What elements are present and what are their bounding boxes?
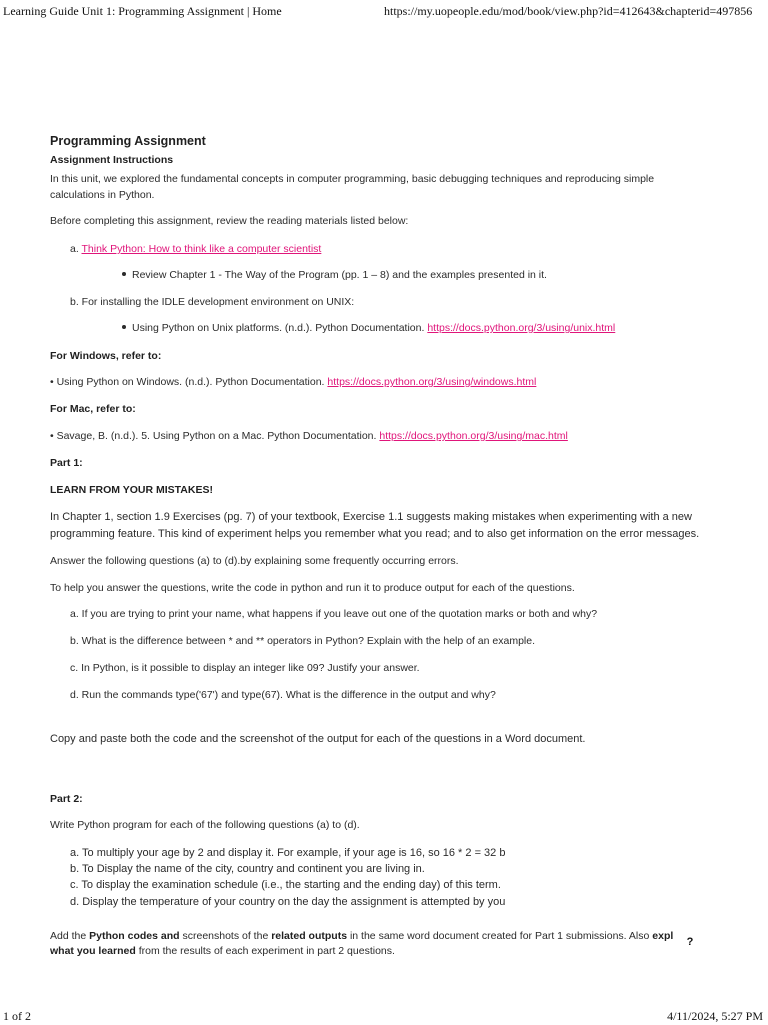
add-text-4: from the results of each experiment in part 2 questions.: [135, 945, 395, 957]
page-title-header: Learning Guide Unit 1: Programming Assignment | Home: [3, 4, 282, 18]
mac-doc-link[interactable]: https://docs.python.org/3/using/mac.html: [379, 430, 568, 442]
mac-ref: [50, 429, 568, 443]
print-header: [0, 4, 768, 20]
intro-line-2: calculations in Python.: [50, 189, 155, 201]
reading-item-a: [70, 242, 321, 256]
part1-question-b: b. What is the difference between * and ** operators in Python? Explain with the help of an example.: [70, 635, 536, 647]
part2-question-c: c. To display the examination schedule (i.e., the starting and the ending day) of this term.: [70, 879, 501, 891]
mac-ref-text: • Savage, B. (n.d.). 5. Using Python on a Mac. Python Documentation.: [50, 430, 380, 442]
doc-title: Programming Assignment: [50, 134, 206, 148]
windows-ref-text: • Using Python on Windows. (n.d.). Python Documentation.: [50, 376, 328, 388]
part1-copy-instruction: Copy and paste both the code and the screenshot of the output for each of the questions in a Word document.: [50, 733, 586, 745]
think-python-link[interactable]: Think Python: How to think like a computer scientist: [81, 243, 322, 255]
part2-intro: Write Python program for each of the following questions (a) to (d).: [50, 819, 360, 831]
reading-item-a-sub: [122, 268, 547, 282]
add-bold-what-you-learned: what you learned: [50, 945, 136, 957]
page-url: https://my.uopeople.edu/mod/book/view.php?id=412643&chapterid=497856: [384, 4, 753, 18]
add-bold-related-outputs: related outputs: [271, 930, 348, 942]
item-b-sub-text: Using Python on Unix platforms. (n.d.). Python Documentation.: [132, 322, 428, 334]
add-text-1: Add the: [50, 930, 90, 942]
windows-heading: For Windows, refer to:: [50, 350, 162, 362]
windows-ref: [50, 375, 536, 389]
part1-title: LEARN FROM YOUR MISTAKES!: [50, 484, 213, 496]
part2-heading: Part 2:: [50, 793, 83, 805]
windows-doc-link[interactable]: https://docs.python.org/3/using/windows.html: [327, 376, 537, 388]
item-a-sub-text: Review Chapter 1 - The Way of the Program (pp. 1 – 8) and the examples presented in it.: [132, 269, 547, 281]
page-count: 1 of 2: [3, 1009, 31, 1023]
help-button[interactable]: ?: [686, 936, 694, 948]
add-codes-line-1: [50, 929, 680, 943]
intro-line-1: In this unit, we explored the fundamental concepts in computer programming, basic debugging techniques and reproducing simple: [50, 173, 655, 185]
unix-doc-link[interactable]: https://docs.python.org/3/using/unix.html: [427, 322, 616, 334]
part1-question-a: a. If you are trying to print your name, what happens if you leave out one of the quotation marks or both and why?: [70, 608, 598, 620]
reading-item-b: b. For installing the IDLE development environment on UNIX:: [70, 296, 355, 308]
add-bold-explain: expl: [652, 930, 674, 942]
part2-question-d: d. Display the temperature of your country on the day the assignment is attempted by you: [70, 896, 506, 908]
doc-subtitle: Assignment Instructions: [50, 154, 174, 166]
print-footer: [0, 1009, 768, 1025]
part1-heading: Part 1:: [50, 457, 83, 469]
before-text: Before completing this assignment, review the reading materials listed below:: [50, 215, 409, 227]
add-text-3: in the same word document created for Part 1 submissions. Also: [347, 930, 653, 942]
add-bold-python-codes: Python codes and: [89, 930, 180, 942]
bullet-icon: [122, 325, 126, 329]
part2-question-a: a. To multiply your age by 2 and display it. For example, if your age is 16, so 16 * 2 = 32 b: [70, 847, 506, 859]
part1-para-line-1: In Chapter 1, section 1.9 Exercises (pg. 7) of your textbook, Exercise 1.1 suggests making mistakes when experimenting with a new: [50, 511, 692, 523]
mac-heading: For Mac, refer to:: [50, 403, 136, 415]
part1-question-d: d. Run the commands type('67') and type(67). What is the difference in the output and why?: [70, 689, 496, 701]
part1-answer-text: Answer the following questions (a) to (d).by explaining some frequently occurring errors.: [50, 555, 459, 567]
part2-question-b: b. To Display the name of the city, country and continent you are living in.: [70, 863, 425, 875]
reading-item-b-sub: [122, 321, 615, 335]
bullet-icon: [122, 272, 126, 276]
add-text-2: screenshots of the: [179, 930, 272, 942]
part1-question-c: c. In Python, is it possible to display an integer like 09? Justify your answer.: [70, 662, 420, 674]
item-a-marker: a.: [70, 243, 79, 255]
part1-para-line-2: programming feature. This kind of experiment helps you remember what you read; and to also get information on the error messages.: [50, 528, 700, 540]
add-codes-line-2: [50, 944, 395, 958]
print-timestamp: 4/11/2024, 5:27 PM: [667, 1009, 763, 1023]
part1-help-text: To help you answer the questions, write the code in python and run it to produce output for each of the questions.: [50, 582, 575, 594]
